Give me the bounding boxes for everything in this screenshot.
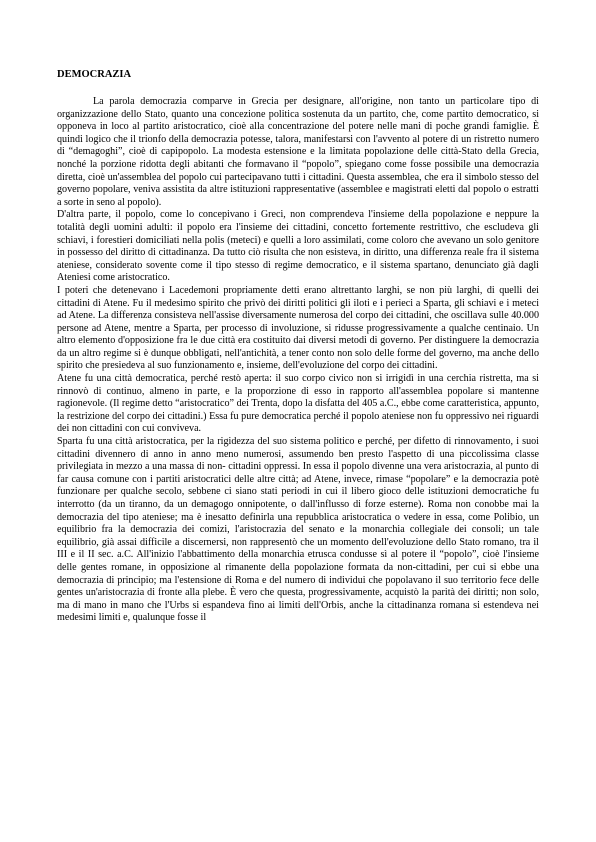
paragraph-2: D'altra parte, il popolo, come lo concepivano i Greci, non comprendeva l'insieme della popolazione e neppure la totalità degli uomini adulti: il popolo era l'insieme dei cittadini, concetto fortemente restrittivo, che escludeva gli schiavi, i forestieri domiciliati nella polis (meteci) e quelli a loro assimilati, come coloro che avevano un solo genitore in possesso del diritto di cittadinanza. Da tutto ciò risulta che non esisteva, in diritto, una differenza reale fra il sistema ateniese, considerato sovente come il tipo stesso di regime democratico, e il sistema spartano, denunciato già dagli Ateniesi come aristocratico.	[57, 209, 539, 284]
paragraph-4: Atene fu una città democratica, perché restò aperta: il suo corpo civico non si irrigidì in una cerchia ristretta, ma si rinnovò di continuo, almeno in parte, e la proporzione di esso in rapporto all'assemblea popolare si mantenne ragionevole. (Il regime detto “aristocratico” dei Trenta, dopo la disfatta del 405 a.C., ebbe come caratteristica, appunto, la restrizione del corpo dei cittadini.) Essa fu pure democratica perché il popolo ateniese non fu oppressivo nei riguardi dei non cittadini con cui conviveva.	[57, 373, 539, 435]
document-page	[57, 68, 539, 625]
document-title: DEMOCRAZIA	[57, 69, 132, 80]
paragraph-1: La parola democrazia comparve in Grecia per designare, all'origine, non tanto un particolare tipo di organizzazione dello Stato, quanto una concezione politica sostenuta da un partito, che, come partito democratico, si opponeva in loco al partito aristocratico, cioè alla concentrazione del potere nelle mani di poche grandi famiglie. È quindi logico che il trionfo della democrazia potesse, talora, manifestarsi con l'avvento al potere di un ristretto numero di “demagoghi”, cioè di capipopolo. La modesta estensione e la limitata popolazione delle città-Stato della Grecia, nonché la porzione ridotta degli abitanti che formavano il “popolo”, spiegano come fosse possibile una democrazia diretta, cioè un'assemblea del popolo cui partecipavano tutti i cittadini. Questa assemblea, che era il simbolo stesso del governo popolare, veniva assistita da altre istituzioni rappresentative (assemblee e magistrati eletti dal popolo o estratti a sorte in seno al popolo).	[57, 96, 539, 208]
paragraph-3: I poteri che detenevano i Lacedemoni propriamente detti erano altrettanto larghi, se non più larghi, di quelli dei cittadini di Atene. Fu il medesimo spirito che privò dei diritti politici gli iloti e i perieci a Sparta, gli schiavi e i meteci ad Atene. La differenza consisteva nell'assise diversamente numerosa del corpo dei cittadini, che oscillava sulle 40.000 persone ad Atene, mentre a Sparta, per processo di involuzione, si ridusse progressivamente a qualche centinaio. Un altro elemento d'opposizione fra le due città era costituito dai diversi metodi di governo. Per distinguere la democrazia da un altro regime si è dunque obbligati, nell'antichità, a tener conto non solo delle forme del governo, ma anche dello spirito che presiedeva al suo funzionamento e, insieme, dell'evoluzione del corpo dei cittadini.	[57, 284, 539, 372]
paragraph-5: Sparta fu una città aristocratica, per la rigidezza del suo sistema politico e perché, per difetto di rinnovamento, i suoi cittadini divennero di anno in anno meno numerosi, assumendo ben presto l'aspetto di una piccolissima classe privilegiata in mezzo a una massa di non- cittadini oppressi. In essa il popolo divenne una vera aristocrazia, al punto di far causa comune con i partiti aristocratici delle altre città; ad Atene, invece, rimase “popolare” e la democrazia potè funzionare per qualche secolo, sebbene ci siano stati periodi in cui il libero gioco delle istituzioni democratiche fu interrotto (da un tiranno, da un demagogo onnipotente, o dall'influsso di forze esterne). Roma non conobbe mai la democrazia del tipo ateniese; ma è inesatto definirla una repubblica aristocratica o vedere in essa, come Polibio, un equilibrio fra la democrazia dei comizi, l'aristocrazia del senato e la monarchia collegiale dei consoli; un tale equilibrio, già assai difficile a discernersi, non rappresentò che un momento dell'evoluzione dello Stato romano, tra il III e il II sec. a.C. All'inizio l'abbattimento della monarchia etrusca condusse sì al potere il “popolo”, cioè l'insieme delle gentes romane, in opposizione al rimanente della popolazione formata da non-cittadini, per cui si ebbe una democrazia di principio; ma l'estensione di Roma e del numero di individui che popolavano il suo territorio fece delle gentes un'aristocrazia di fronte alla plebe. È vero che questa, progressivamente, acquistò la parità dei diritti; non solo, ma di mano in mano che l'Urbs si espandeva fino ai limiti dell'Orbis, anche la cittadinanza romana si estendeva nei medesimi limiti e, qualunque fosse il	[57, 436, 539, 624]
